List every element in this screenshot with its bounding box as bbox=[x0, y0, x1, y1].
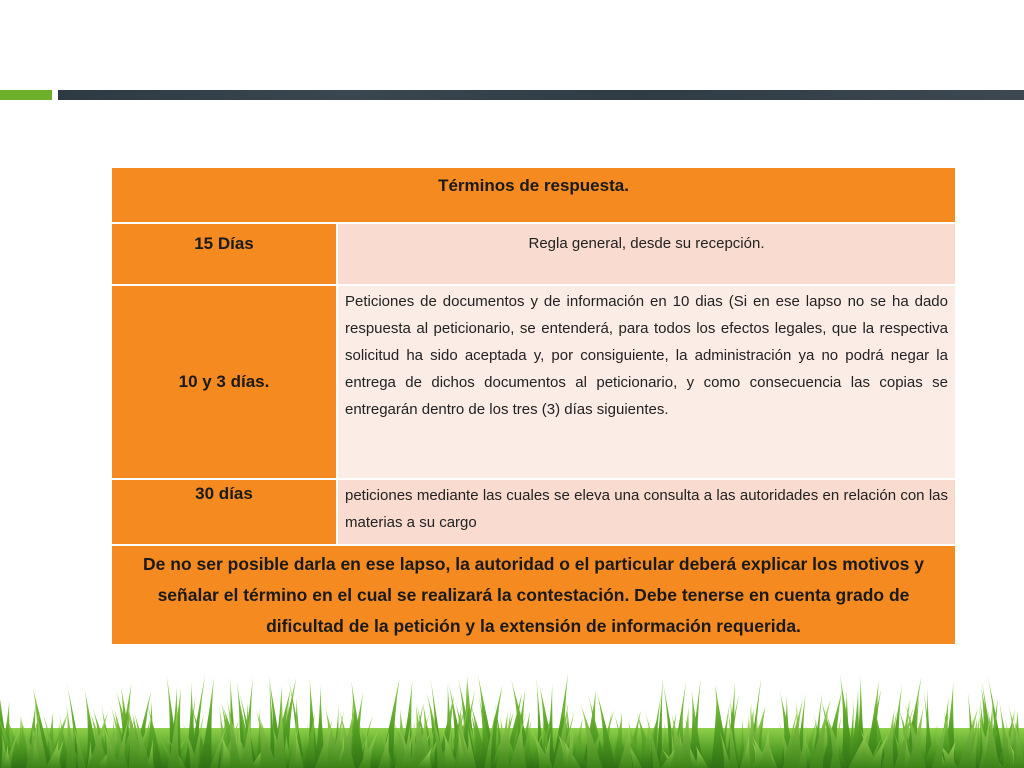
accent-bar-green bbox=[0, 90, 52, 100]
term-cell: 30 días bbox=[111, 479, 337, 545]
description-cell: peticiones mediante las cuales se eleva una consulta a las autoridades en relación con las materias a su cargo bbox=[337, 479, 956, 545]
table-row bbox=[111, 223, 956, 285]
term-cell: 15 Días bbox=[111, 223, 337, 285]
table-row bbox=[111, 479, 956, 545]
response-terms-table bbox=[110, 166, 957, 646]
grass-decoration bbox=[0, 658, 1024, 768]
table-footer-row bbox=[111, 545, 956, 645]
description-cell: Peticiones de documentos y de información en 10 dias (Si en ese lapso no se ha dado respuesta al peticionario, se entenderá, para todos los efectos legales, que la respectiva solicitud ha sido aceptada y, por consiguiente, la administración ya no podrá negar la entrega de dichos documentos al peticionario, y como consecuencia las copias se entregarán dentro de los tres (3) días siguientes. bbox=[337, 285, 956, 479]
term-cell: 10 y 3 días. bbox=[111, 285, 337, 479]
table-row bbox=[111, 285, 956, 479]
accent-bar-dark bbox=[58, 90, 1024, 100]
table-header-row bbox=[111, 167, 956, 223]
description-cell: Regla general, desde su recepción. bbox=[337, 223, 956, 285]
table-footer-note: De no ser posible darla en ese lapso, la autoridad o el particular deberá explicar los motivos y señalar el término en el cual se realizará la contestación. Debe tenerse en cuenta grado de dificultad de la petición y la extensión de información requerida. bbox=[111, 545, 956, 645]
table-title: Términos de respuesta. bbox=[111, 167, 956, 223]
